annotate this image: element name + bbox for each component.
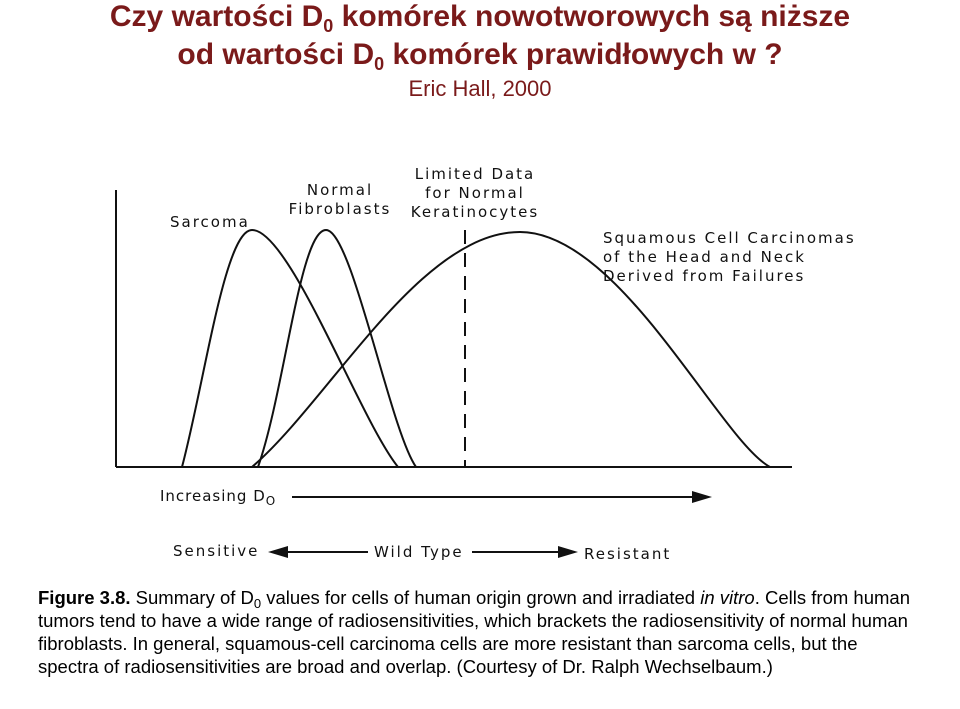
resistant-label: Resistant: [584, 545, 672, 563]
figure-caption: Figure 3.8. Summary of $D_0$ values for cells of human origin grown and irradiated in vitro. Cells from human tumors tend to have a wide range of radiosensitivities, which brackets the radiosensitivity of normal human fibroblasts. In general, squamous-cell carcinoma cells are more resistant than sarcoma cells, but the spectra of radiosensitivities are broad and overlap. (Courtesy of Dr. Ralph Wechselbaum.): [38, 587, 910, 677]
author-citation: Eric Hall, 2000: [408, 76, 552, 101]
slide-title-line-1: Czy wartości $D_0$ komórek nowotworowych są niższe: [109, 0, 851, 36]
fibroblasts-label-line-2: Fibroblasts: [288, 200, 392, 218]
keratinocytes-label-line-2: for Normal: [425, 184, 525, 202]
keratinocytes-label-line-3: Keratinocytes: [410, 203, 540, 221]
sarcoma-curve: [182, 230, 398, 467]
fibroblasts-label: [280, 181, 400, 219]
scc-label: [603, 229, 856, 286]
fibroblasts-curve: [258, 230, 416, 467]
sensitive-arrow-head-icon: [268, 546, 288, 558]
slide-title-line-2: od wartości $D_0$ komórek prawidłowych w ?: [177, 38, 783, 74]
sensitive-label: Sensitive: [173, 542, 260, 560]
wild-type-label: Wild Type: [374, 543, 464, 561]
scc-label-line-2: of the Head and Neck: [603, 248, 806, 266]
increasing-arrow-head-icon: [692, 491, 712, 503]
increasing-d0-label: Increasing $D_O$: [160, 487, 277, 508]
scc-label-line-1: Squamous Cell Carcinomas: [603, 229, 856, 247]
fibroblasts-label-line-1: Normal: [306, 181, 374, 199]
resistant-arrow-head-icon: [558, 546, 578, 558]
keratinocytes-label: [400, 165, 550, 222]
caption-figure-label: Figure 3.8.: [38, 587, 131, 608]
keratinocytes-label-line-1: Limited Data: [414, 165, 536, 183]
sarcoma-label: Sarcoma: [170, 213, 250, 231]
scc-label-line-3: Derived from Failures: [603, 267, 806, 285]
